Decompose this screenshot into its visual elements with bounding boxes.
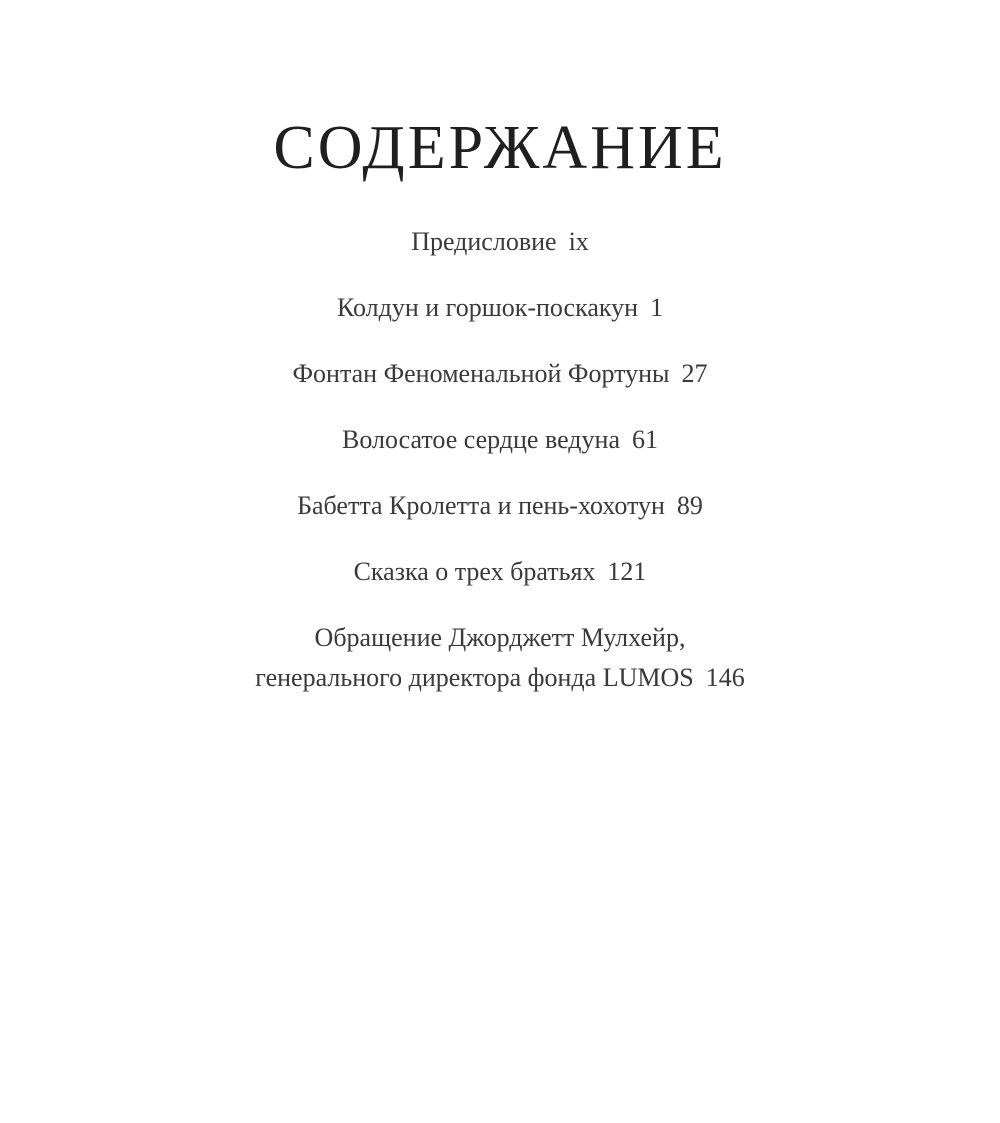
toc-entry-title-line-1: Обращение Джорджетт Мулхейр, <box>314 623 686 652</box>
toc-entry-page: ix <box>568 227 589 256</box>
toc-entry-page: 89 <box>676 491 703 520</box>
toc-entry-lumos-address <box>0 618 1000 698</box>
toc-entry-page: 27 <box>681 359 708 388</box>
toc-entry-wizard-and-hopping-pot <box>0 288 1000 328</box>
toc-entry-tale-of-three-brothers <box>0 552 1000 592</box>
toc-entry-page: 146 <box>705 663 745 692</box>
toc-entry-title: Колдун и горшок-поскакун <box>336 293 639 322</box>
toc-entry-title: Сказка о трех братьях <box>353 557 596 586</box>
toc-entry-title-line-2-wrapper <box>0 658 1000 698</box>
page-title: СОДЕРЖАНИЕ <box>273 114 727 182</box>
toc-entry-warlocks-hairy-heart <box>0 420 1000 460</box>
toc-entry-title: Бабетта Кролетта и пень-хохотун <box>297 491 665 520</box>
toc-entry-title: Предисловие <box>411 227 557 256</box>
table-of-contents <box>0 222 1000 724</box>
toc-entry-foreword <box>0 222 1000 262</box>
toc-entry-title-line-2: генерального директора фонда LUMOS <box>255 663 694 692</box>
toc-entry-fountain-of-fair-fortune <box>0 354 1000 394</box>
toc-entry-page: 121 <box>607 557 647 586</box>
toc-entry-title: Волосатое сердце ведуна <box>342 425 620 454</box>
toc-entry-page: 61 <box>631 425 658 454</box>
toc-entry-babbitty-rabbitty <box>0 486 1000 526</box>
toc-entry-page: 1 <box>650 293 664 322</box>
toc-entry-title: Фонтан Феноменальной Фортуны <box>292 359 670 388</box>
